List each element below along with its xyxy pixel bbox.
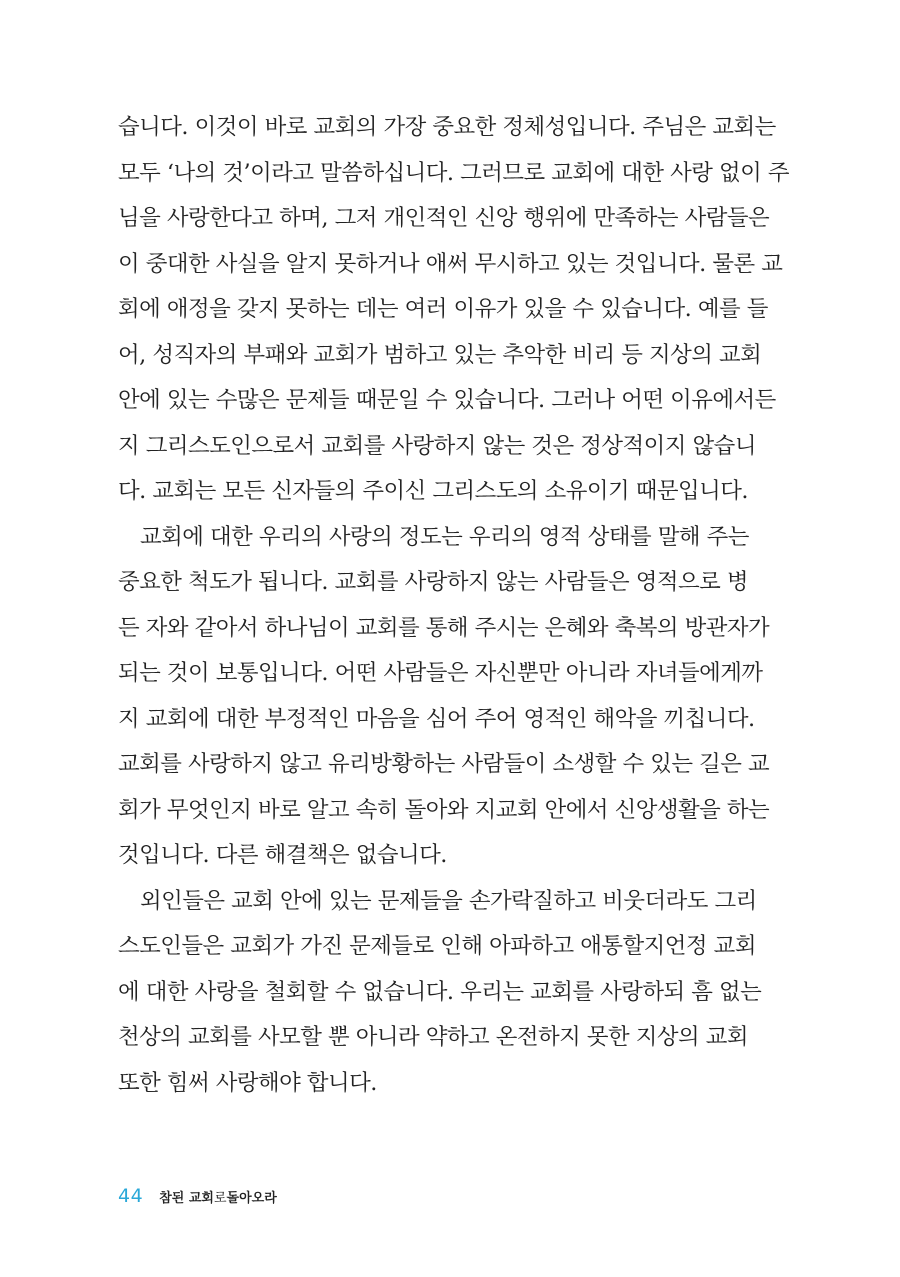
- text-line: 모두 ‘나의 것’이라고 말씀하십니다. 그러므로 교회에 대한 사랑 없이 주: [118, 159, 790, 186]
- text-line: 회에 애정을 갖지 못하는 데는 여러 이유가 있을 수 있습니다. 예를 들: [118, 296, 768, 322]
- text-line: 스도인들은 교회가 가진 문제들로 인해 아파하고 애통할지언정 교회: [118, 933, 756, 959]
- text-line: 에 대한 사랑을 철회할 수 없습니다. 우리는 교회를 사랑하되 흠 없는: [118, 978, 762, 1005]
- page-number: 44: [118, 1185, 144, 1207]
- text-line: 님을 사랑한다고 하며, 그저 개인적인 신앙 행위에 만족하는 사람들은: [118, 205, 770, 231]
- text-line: 습니다. 이것이 바로 교회의 가장 중요한 정체성입니다. 주님은 교회는: [118, 114, 776, 140]
- paragraph: [118, 515, 770, 879]
- page-footer: [118, 1185, 277, 1215]
- text-line: 지 교회에 대한 부정적인 마음을 심어 주어 영적인 해악을 끼칩니다.: [118, 705, 755, 732]
- text-line: 외인들은 교회 안에 있는 문제들을 손가락질하고 비웃더라도 그리: [140, 887, 757, 914]
- text-line: 것입니다. 다른 해결책은 없습니다.: [118, 842, 447, 868]
- paragraph: [118, 879, 762, 1107]
- text-line: 되는 것이 보통입니다. 어떤 사람들은 자신뿐만 아니라 자녀들에게까: [118, 660, 763, 686]
- paragraph: [118, 105, 790, 515]
- text-line: 어, 성직자의 부패와 교회가 범하고 있는 추악한 비리 등 지상의 교회: [118, 341, 762, 368]
- text-line: 중요한 척도가 됩니다. 교회를 사랑하지 않는 사람들은 영적으로 병: [118, 569, 749, 595]
- running-title-part2: 로: [213, 1191, 227, 1206]
- body-text: [118, 105, 790, 1106]
- text-line: 교회를 사랑하지 않고 유리방황하는 사람들이 소생할 수 있는 길은 교: [118, 751, 770, 777]
- text-line: 회가 무엇인지 바로 알고 속히 돌아와 지교회 안에서 신앙생활을 하는: [118, 796, 770, 823]
- running-title: [159, 1187, 277, 1206]
- text-line: 든 자와 같아서 하나님이 교회를 통해 주시는 은혜와 축복의 방관자가: [118, 614, 770, 641]
- running-title-part3: 돌아오라: [226, 1191, 277, 1206]
- text-line: 안에 있는 수많은 문제들 때문일 수 있습니다. 그러나 어떤 이유에서든: [118, 387, 776, 413]
- text-line: 다. 교회는 모든 신자들의 주이신 그리스도의 소유이기 때문입니다.: [118, 478, 749, 504]
- text-line: 또한 힘써 사랑해야 합니다.: [118, 1069, 377, 1096]
- running-title-part1: 참된 교회: [159, 1191, 214, 1206]
- text-line: 지 그리스도인으로서 교회를 사랑하지 않는 것은 정상적이지 않습니: [118, 432, 756, 459]
- text-line: 천상의 교회를 사모할 뿐 아니라 약하고 온전하지 못한 지상의 교회: [118, 1024, 749, 1050]
- text-line: 교회에 대한 우리의 사랑의 정도는 우리의 영적 상태를 말해 주는: [140, 523, 749, 550]
- text-line: 이 중대한 사실을 알지 못하거나 애써 무시하고 있는 것입니다. 물론 교: [118, 250, 783, 277]
